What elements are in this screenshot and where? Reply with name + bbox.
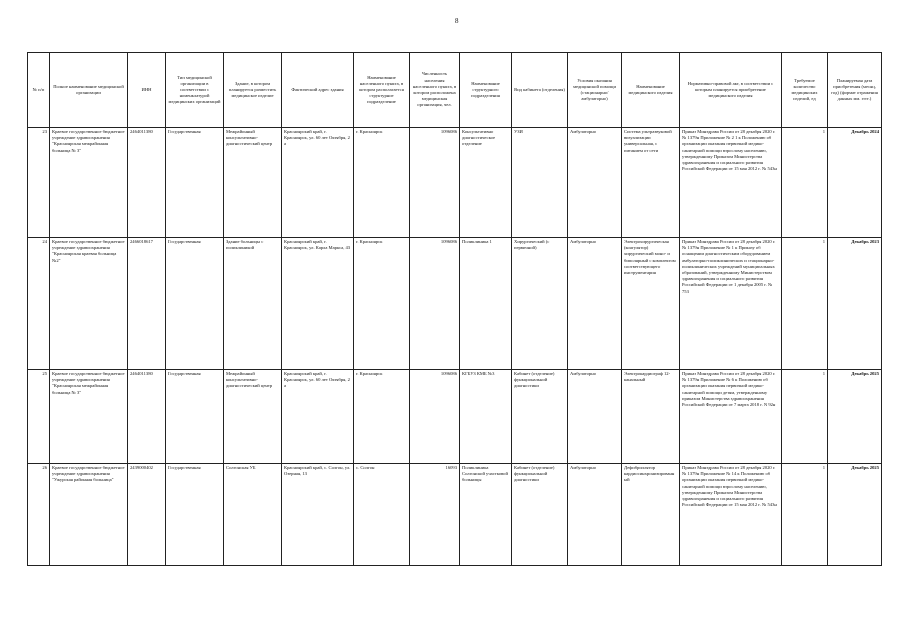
cell-address: Красноярский край, с. Солгон, ул. Озерная, 13 bbox=[282, 464, 354, 566]
cell-locality: г. Красноярск bbox=[354, 238, 410, 370]
cell-qty: 1 bbox=[782, 128, 828, 238]
cell-inn: 2466018617 bbox=[128, 238, 166, 370]
cell-act: Приказ Минздрава России от 28 декабря 2020 г. № 1379н Приложение № 2 1 к Положению об организации оказания первичной медико-санитарной помощи взрослому населению, утвержденному Приказом Министерства здравоохранения и социального развития Российской Федерации от 15 мая 2012 г. № 543н bbox=[680, 128, 782, 238]
cell-population: 1096086 bbox=[410, 128, 460, 238]
cell-inn: 2464011380 bbox=[128, 128, 166, 238]
cell-division: КГБУЗ КМБ №3 bbox=[460, 370, 512, 464]
header-qty: Требуемое количество медицинских изделий, ед bbox=[782, 53, 828, 128]
cell-division: Поликлиника Солгонской участковой больницы bbox=[460, 464, 512, 566]
cell-type: Государственная bbox=[166, 128, 224, 238]
cell-inn: 2464011380 bbox=[128, 370, 166, 464]
header-conditions: Условия оказания медицинской помощи (стационарно/амбулаторно) bbox=[568, 53, 622, 128]
cell-type: Государственная bbox=[166, 464, 224, 566]
cell-population: 1096086 bbox=[410, 370, 460, 464]
cell-building: Здание больницы с поликлиникой bbox=[224, 238, 282, 370]
header-row bbox=[28, 53, 882, 128]
cell-building: Межрайонный консультативно-диагностический центр bbox=[224, 370, 282, 464]
cell-cabinet: Кабинет (отделение) функциональной диагностики bbox=[512, 464, 568, 566]
cell-locality: с. Солгон bbox=[354, 464, 410, 566]
cell-org: Краевое государственное бюджетное учреждение здравоохранения "Красноярская межрайонная больница № 3" bbox=[50, 128, 128, 238]
cell-qty: 1 bbox=[782, 238, 828, 370]
table-row bbox=[28, 238, 882, 370]
cell-device: Дефибриллятор кардиосинхронизированный bbox=[622, 464, 680, 566]
cell-address: Красноярский край, г. Красноярск, ул. Карла Маркса, 43 bbox=[282, 238, 354, 370]
cell-address: Красноярский край, г. Красноярск, ул. 60 лет Октября, 2 а bbox=[282, 128, 354, 238]
cell-device: Система ультразвуковой визуализации универсальная, с питанием от сети bbox=[622, 128, 680, 238]
cell-conditions: Амбулаторно bbox=[568, 128, 622, 238]
cell-num: 24 bbox=[28, 238, 50, 370]
cell-cabinet: УЗИ bbox=[512, 128, 568, 238]
header-org: Полное наименование медицинской организации bbox=[50, 53, 128, 128]
header-act: Нормативно-правовой акт, в соответствии с которым планируется приобретение медицинского изделия bbox=[680, 53, 782, 128]
table-row bbox=[28, 464, 882, 566]
cell-device: Электрохирургическая (коагулятор) хирургический моно- и биполярный с комплектом соответствующего инструментария bbox=[622, 238, 680, 370]
cell-date: Декабрь 2023 bbox=[828, 238, 882, 370]
header-building: Здание, в котором планируется разместить медицинское изделие bbox=[224, 53, 282, 128]
cell-act: Приказ Минздрава России от 28 декабря 2020 г. № 1379н Приложение № 1 к Приказу об оснащении диагностическим оборудованием амбулаторно-поликлинических и стационарно-поликлинических учреждений муниципальных образований, утвержденному Министерством здравоохранения и социального развития Российской Федерации от 1 декабря 2005 г. № 753 bbox=[680, 238, 782, 370]
cell-num: 25 bbox=[28, 370, 50, 464]
cell-act: Приказ Минздрава России от 28 декабря 2020 г. № 1379н Приложение № 6 к Положению об организации оказания первичной медико-санитарной помощи детям, утвержденному приказом Министерства здравоохранения Российской Федерации от 7 марта 2018 г. N 92н bbox=[680, 370, 782, 464]
cell-qty: 1 bbox=[782, 464, 828, 566]
cell-division: Поликлиника 1 bbox=[460, 238, 512, 370]
cell-locality: г. Красноярск bbox=[354, 128, 410, 238]
header-population: Численность населения населенного пункта, в котором расположена медицинская организация, чел. bbox=[410, 53, 460, 128]
cell-org: Краевое государственное бюджетное учреждение здравоохранения "Красноярская краевая больница №2" bbox=[50, 238, 128, 370]
cell-org: Краевое государственное бюджетное учреждение здравоохранения "Красноярская межрайонная больница № 3" bbox=[50, 370, 128, 464]
cell-cabinet: Кабинет (отделение) функциональной диагностики bbox=[512, 370, 568, 464]
cell-cabinet: Хирургический (с первичной) bbox=[512, 238, 568, 370]
cell-building: Солгонская УБ bbox=[224, 464, 282, 566]
table-row bbox=[28, 370, 882, 464]
cell-qty: 1 bbox=[782, 370, 828, 464]
cell-division: Консультативно диагностическое отделение bbox=[460, 128, 512, 238]
cell-locality: г. Красноярск bbox=[354, 370, 410, 464]
cell-date: Декабрь 2025 bbox=[828, 464, 882, 566]
cell-type: Государственная bbox=[166, 370, 224, 464]
header-division: Наименование структурного подразделения bbox=[460, 53, 512, 128]
header-cabinet: Вид кабинета (отделения) bbox=[512, 53, 568, 128]
cell-address: Красноярский край, г. Красноярск, ул. 60 лет Октября, 2 а bbox=[282, 370, 354, 464]
cell-population: 16093 bbox=[410, 464, 460, 566]
cell-conditions: Амбулаторно bbox=[568, 464, 622, 566]
header-address: Фактический адрес здания bbox=[282, 53, 354, 128]
cell-num: 23 bbox=[28, 128, 50, 238]
header-num: № п/п bbox=[28, 53, 50, 128]
header-locality: Наименование населенного пункта, в котором располагается структурное подразделение bbox=[354, 53, 410, 128]
cell-date: Декабрь 2024 bbox=[828, 128, 882, 238]
cell-date: Декабрь 2025 bbox=[828, 370, 882, 464]
cell-inn: 2439000402 bbox=[128, 464, 166, 566]
header-device: Наименование медицинского изделия bbox=[622, 53, 680, 128]
table-row bbox=[28, 128, 882, 238]
cell-building: Межрайонный консультативно-диагностический центр bbox=[224, 128, 282, 238]
header-type: Тип медицинской организации в соответствии с номенклатурой медицинских организаций bbox=[166, 53, 224, 128]
cell-act: Приказ Минздрава России от 28 декабря 2020 г. № 1379н Приложение № 14 к Положению об организации оказания первичной медико-санитарной помощи взрослому населению, утвержденному Приказом Министерства здравоохранения и социального развития Российской Федерации от 15 мая 2012 г. № 543н bbox=[680, 464, 782, 566]
cell-device: Электрокардиограф 12-канальный bbox=[622, 370, 680, 464]
page-number: 8 bbox=[455, 17, 459, 25]
cell-conditions: Амбулаторно bbox=[568, 238, 622, 370]
cell-num: 26 bbox=[28, 464, 50, 566]
cell-type: Государственная bbox=[166, 238, 224, 370]
cell-org: Краевое государственное бюджетное учреждение здравоохранения "Ужурская районная больница" bbox=[50, 464, 128, 566]
header-date: Планируемая дата приобретения (месяц, год) (формат отражения данных мм. гггг.) bbox=[828, 53, 882, 128]
header-inn: ИНН bbox=[128, 53, 166, 128]
cell-conditions: Амбулаторно bbox=[568, 370, 622, 464]
equipment-table bbox=[27, 52, 882, 566]
cell-population: 1096086 bbox=[410, 238, 460, 370]
